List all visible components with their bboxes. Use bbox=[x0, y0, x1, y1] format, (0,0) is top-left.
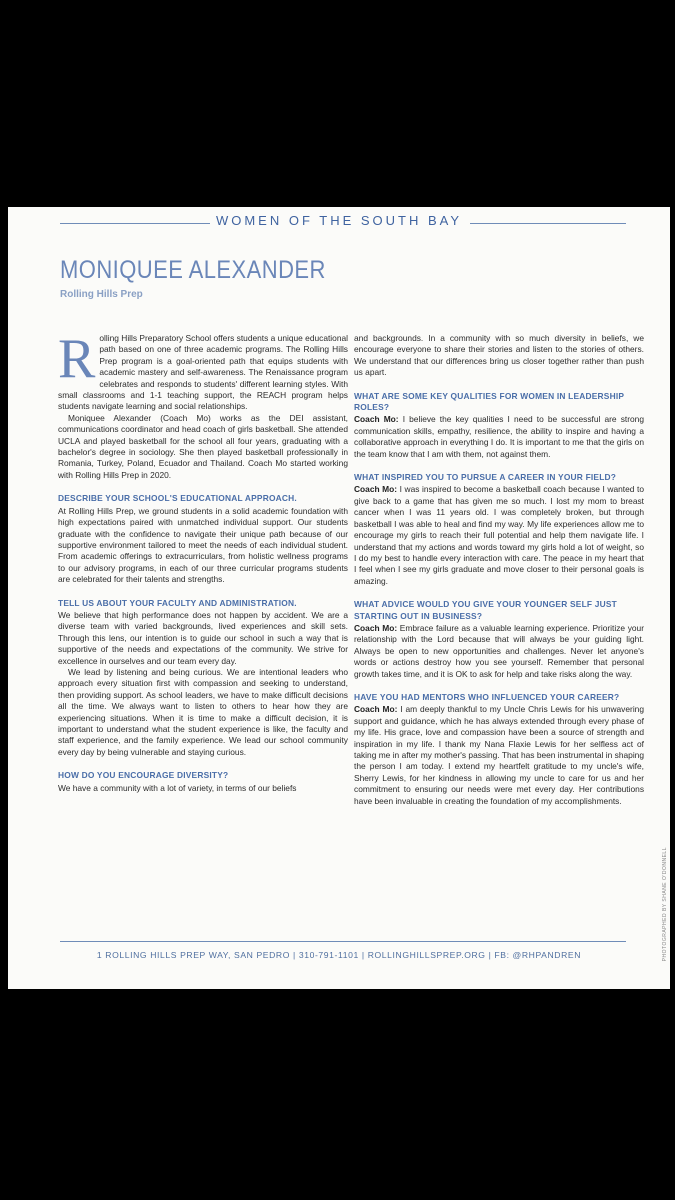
footer-contact: 1 ROLLING HILLS PREP WAY, SAN PEDRO | 310-791-1101 | ROLLINGHILLSPREP.ORG | FB: @RHPANDREN bbox=[96, 950, 582, 960]
intro-paragraph: Rolling Hills Preparatory School offers students a unique educational path based on one of three academic programs. The Rolling Hills Prep program is a goal-oriented path that equips students with academic mastery and self-awareness. The Renaissance program celebrates and responds to students' different learning styles. With small classrooms and 1-1 teaching support, the REACH program helps students navigate learning and social relationships. bbox=[58, 328, 348, 412]
question-heading: WHAT INSPIRED YOU TO PURSUE A CAREER IN YOUR FIELD? bbox=[354, 472, 617, 483]
drop-cap: R bbox=[58, 328, 96, 390]
profile-name: MONIQUEE ALEXANDER bbox=[60, 256, 326, 284]
left-column bbox=[58, 328, 348, 794]
coach-label: Coach Mo: bbox=[354, 484, 398, 495]
magazine-page bbox=[8, 207, 670, 989]
answer-paragraph: Coach Mo: Embrace failure as a valuable learning experience. Prioritize your relationship with the Lord because that will always be your guiding light. Always be open to new opportunities and challenges. Never let anyone's words or actions destroy how you see yourself. Remember that personal growth takes time, and it is OK to ask for help and take risks along the way. bbox=[354, 622, 644, 679]
question-heading: WHAT ADVICE WOULD YOU GIVE YOUR YOUNGER SELF JUST STARTING OUT IN BUSINESS? bbox=[354, 599, 617, 621]
answer-paragraph: At Rolling Hills Prep, we ground students in a solid academic foundation with high expectations paired with unmatched individual support. Our students graduate with the confidence to navigate their unique path because of our supportive environment tailored to meet the needs of each individual student. From academic offerings to extracurriculars, from holistic wellness programs to our advisory programs, in each of our three curricular programs students are celebrated for their talents and strengths. bbox=[58, 505, 348, 585]
masthead: WOMEN OF THE SOUTH BAY bbox=[215, 213, 463, 228]
profile-school: Rolling Hills Prep bbox=[60, 289, 143, 300]
answer-paragraph: We lead by listening and being curious. We are intentional leaders who approach every situation first with compassion and seeking to understand, then providing support. As school leaders, we have to make difficult decisions all the time. We always want to listen to others to hear how they are experiencing situations. When it is time to make a difficult decision, it is important to understand what the student experience is like, the faculty and staff experience, and the family experience. We lead our school community every day by being vulnerable and staying curious. bbox=[58, 666, 348, 757]
question-heading: DESCRIBE YOUR SCHOOL'S EDUCATIONAL APPROACH. bbox=[58, 493, 297, 504]
answer-paragraph: Coach Mo: I believe the key qualities I need to be successful are strong communication skills, empathy, resilience, the ability to inspire and having a collaborative approach in everything I do. It is important to me that the girls on the team know that I am with them, not against them. bbox=[354, 414, 644, 459]
bio-paragraph: Moniquee Alexander (Coach Mo) works as the DEI assistant, communications coordinator and head coach of girls basketball. She attended UCLA and played basketball for the school all four years, graduating with a bachelor's degree in sociology. She then played basketball professionally in Romania, Turkey, Poland, Ecuador and Thailand. Coach Mo started working with Rolling Hills Prep in 2020. bbox=[58, 412, 348, 480]
coach-label: Coach Mo: bbox=[354, 414, 399, 425]
answer-paragraph: Coach Mo: I was inspired to become a basketball coach because I wanted to give back to a game that has given me so much. I lost my mom to breast cancer when I was 11 years old. I was completely broken, but through basketball I was able to heal and find my way. My life experiences allow me to encourage my girls to reach their full potential and help them navigate life. I understand that my actions and words toward my girls hold a lot of weight, so I do my best to handle every interaction with care. The peace in my heart that I feel when I see my girls graduate and move closer to their personal goals is amazing. bbox=[354, 484, 644, 586]
answer-paragraph: Coach Mo: I am deeply thankful to my Uncle Chris Lewis for his unwavering support and guidance, which he has always extended through every phase of my life. His grace, love and compassion have been a source of strength and inspiration in my life. I thank my Nana Flaxie Lewis for her selfless act of taking me in after my mother's passing. That has been instrumental in shaping the person I am today. I extend my heartfelt gratitude to my uncle's wife, Sherry Lewis, for her kindness in allowing my uncle to care for us and her commitment to ensuring our needs were met every day. Her contributions have been invaluable in creating the foundation of my accomplishments. bbox=[354, 704, 644, 806]
coach-label: Coach Mo: bbox=[354, 704, 398, 715]
question-heading: TELL US ABOUT YOUR FACULTY AND ADMINISTRATION. bbox=[58, 597, 297, 608]
coach-label: Coach Mo: bbox=[354, 622, 398, 633]
answer-paragraph: and backgrounds. In a community with so much diversity in beliefs, we encourage everyone to share their stories and listen to the stories of others. We understand that our differences bring us closer together rather than push us apart. bbox=[354, 333, 644, 378]
question-heading: HOW DO YOU ENCOURAGE DIVERSITY? bbox=[58, 770, 229, 781]
answer-paragraph: We have a community with a lot of variety, in terms of our beliefs bbox=[58, 782, 297, 793]
right-column bbox=[354, 333, 644, 807]
footer-rule bbox=[60, 941, 626, 942]
question-heading: WHAT ARE SOME KEY QUALITIES FOR WOMEN IN LEADERSHIP ROLES? bbox=[354, 390, 624, 413]
photo-credit: PHOTOGRAPHED BY SHANE O'DONNELL bbox=[662, 847, 668, 962]
question-heading: HAVE YOU HAD MENTORS WHO INFLUENCED YOUR CAREER? bbox=[354, 691, 620, 702]
answer-paragraph: We believe that high performance does not happen by accident. We are a diverse team with varied backgrounds, lived experiences and skill sets. Through this lens, our intention is to guide our school in such a way that is supportive of the needs and expectations of the community. We strive for excellence in ourselves and our team every day. bbox=[58, 609, 348, 666]
